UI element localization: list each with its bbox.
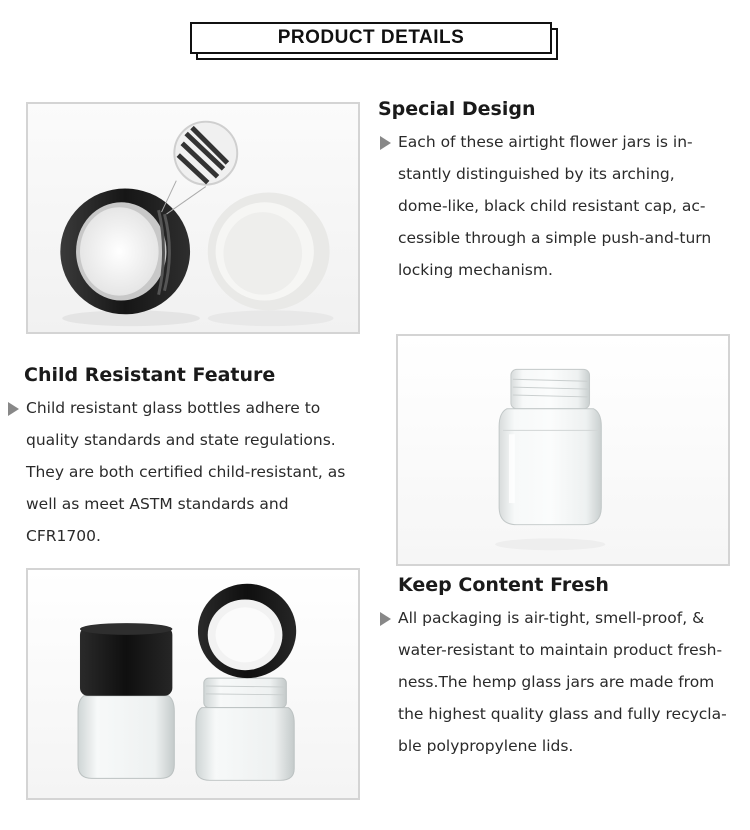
text-line: ness.The hemp glass jars are made from <box>398 673 715 691</box>
triangle-right-icon <box>8 402 19 416</box>
white-cap <box>208 192 330 310</box>
text-line: All packaging is air-tight, smell-proof, & <box>398 609 705 627</box>
child-resistant-text <box>6 392 378 552</box>
text-line: the highest quality glass and fully recycla- <box>398 705 727 723</box>
jars-illustration <box>28 570 358 798</box>
shadow <box>495 538 605 550</box>
glass-jar-illustration <box>398 336 728 564</box>
special-design-text <box>378 126 738 286</box>
page-title: PRODUCT DETAILS <box>277 27 465 48</box>
header-badge <box>190 22 552 54</box>
floating-cap <box>198 584 296 678</box>
keep-fresh-section <box>378 574 738 762</box>
special-design-section <box>378 98 738 286</box>
text-line: stantly distinguished by its arching, <box>398 165 675 183</box>
triangle-right-icon <box>380 136 391 150</box>
glass-jar-image <box>396 334 730 566</box>
black-cap <box>60 189 190 315</box>
text-line: CFR1700. <box>26 527 101 545</box>
text-line: ble polypropylene lids. <box>398 737 574 755</box>
text-line: locking mechanism. <box>398 261 553 279</box>
keep-fresh-title: Keep Content Fresh <box>398 574 609 596</box>
text-line: well as meet ASTM standards and <box>26 495 289 513</box>
triangle-right-icon <box>380 612 391 626</box>
text-line: They are both certified child-resistant, as <box>26 463 346 481</box>
shadow <box>208 310 334 326</box>
text-line: water-resistant to maintain product fresh- <box>398 641 723 659</box>
caps-image <box>26 102 360 334</box>
child-resistant-section <box>6 364 378 552</box>
glass-jar <box>499 369 601 524</box>
open-jar <box>196 678 294 780</box>
text-line: Each of these airtight flower jars is in- <box>398 133 693 151</box>
text-line: quality standards and state regulations. <box>26 431 336 449</box>
text-line: Child resistant glass bottles adhere to <box>26 399 321 417</box>
special-design-title: Special Design <box>378 98 536 120</box>
text-line: dome-like, black child resistant cap, ac- <box>398 197 706 215</box>
text-line: cessible through a simple push-and-turn <box>398 229 712 247</box>
capped-jar <box>78 623 174 778</box>
jars-with-caps-image <box>26 568 360 800</box>
keep-fresh-text <box>378 602 738 762</box>
thread-zoom-callout <box>162 122 238 214</box>
child-resistant-title: Child Resistant Feature <box>24 364 276 386</box>
caps-illustration <box>28 104 358 332</box>
